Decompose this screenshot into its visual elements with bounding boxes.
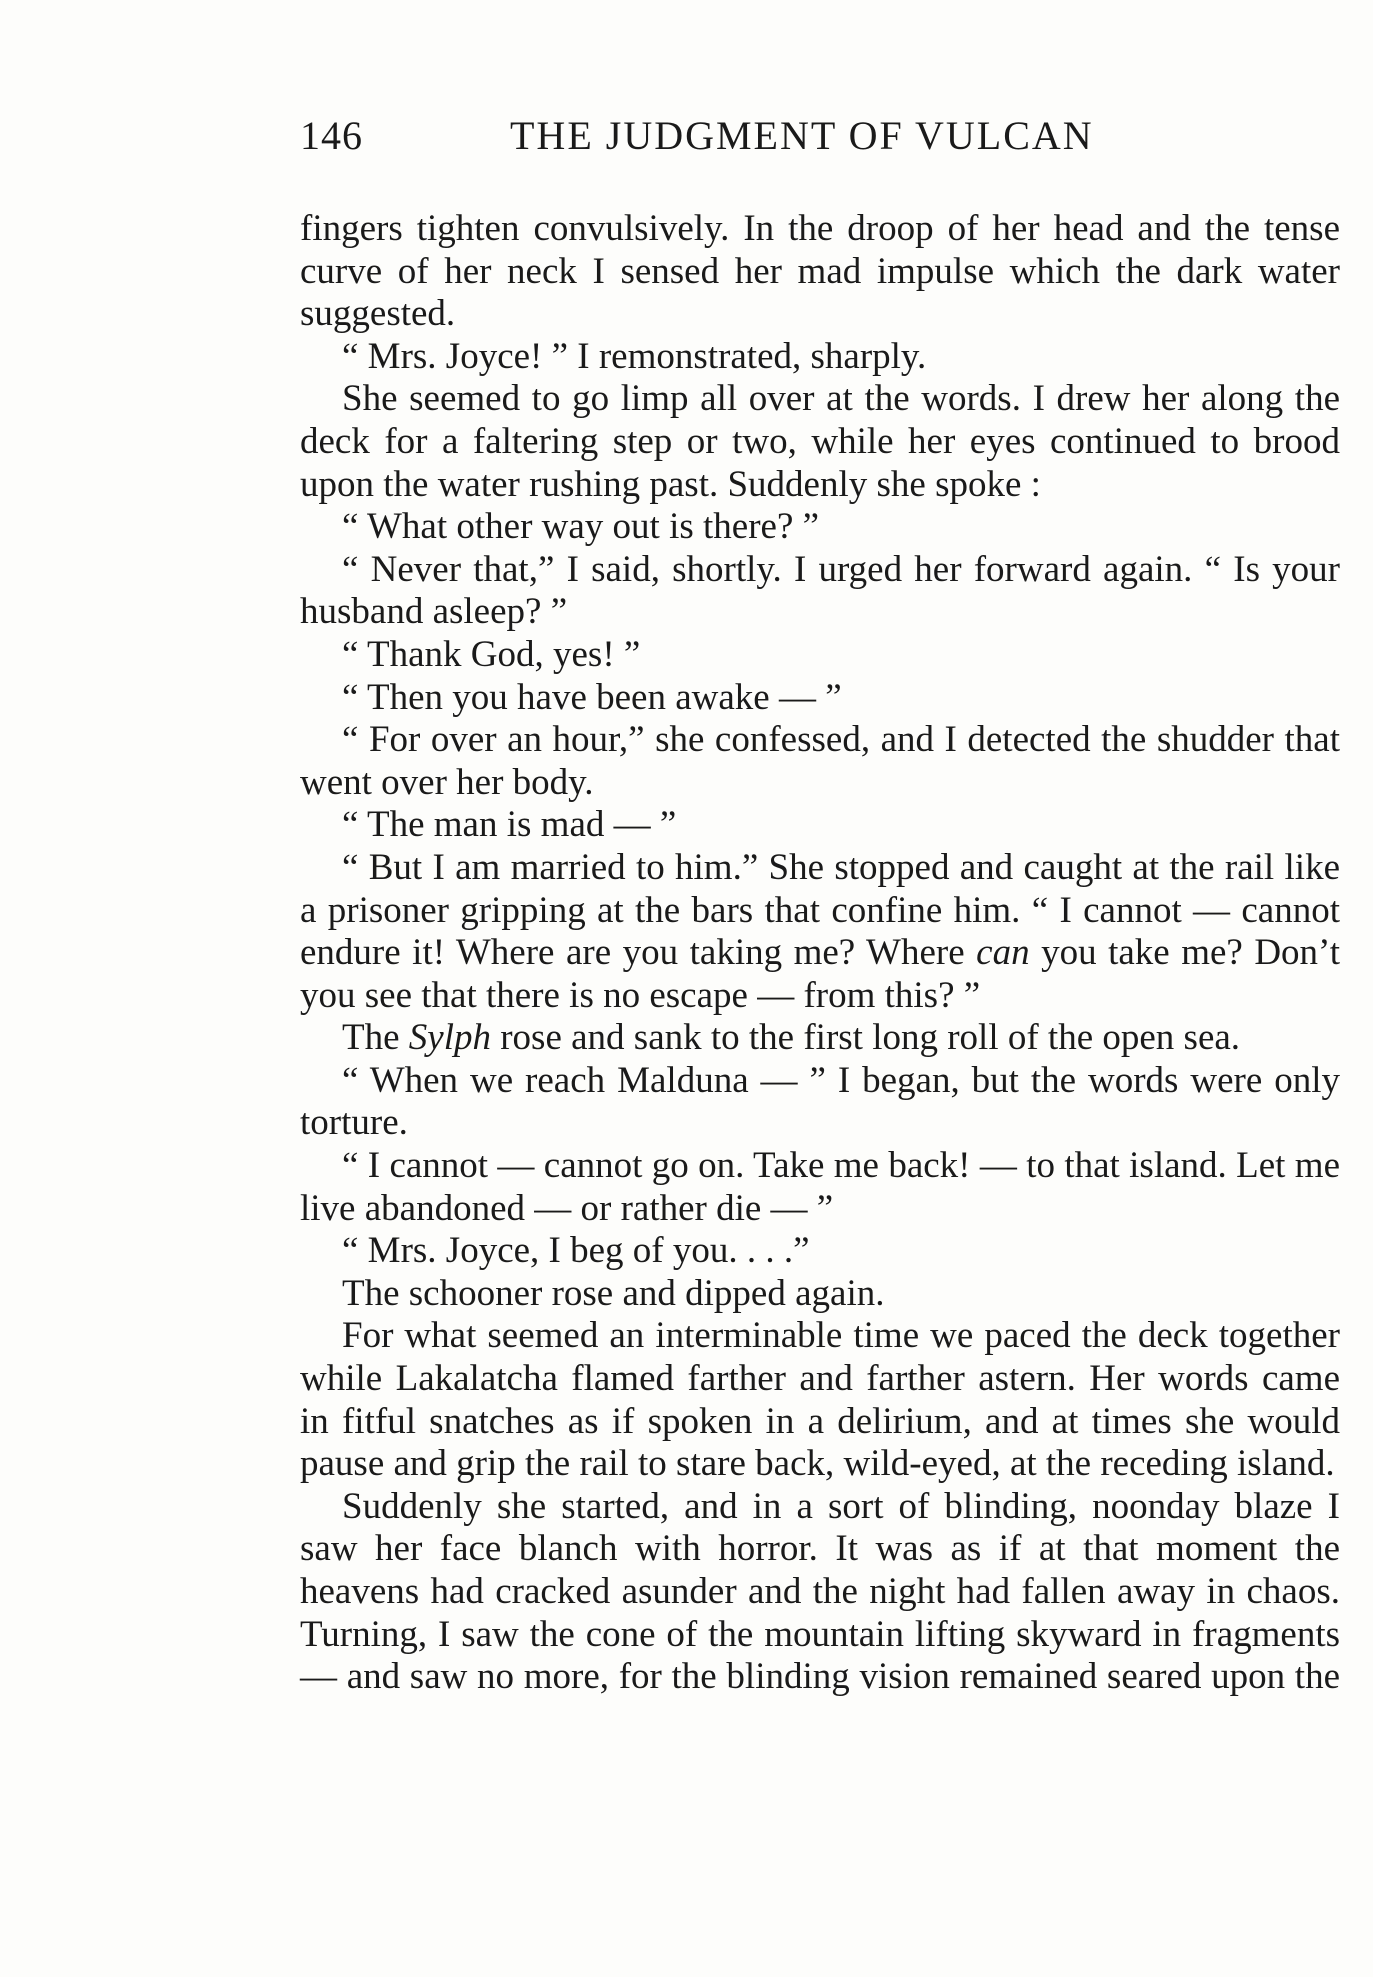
text-segment: For what seemed an interminable time we paced the deck together while Lakalatcha flamed farther and farther astern. Her words came in fitful snatches as if spoken in a delirium, and at times she would pause and grip the rail to stare back, wild-eyed, at the receding island. xyxy=(300,1315,1340,1485)
page-number: 146 xyxy=(300,113,363,158)
paragraph xyxy=(300,1486,1340,1699)
text-segment: “ But I am married to him.” She stopped and caught at the rail like a prisoner gripping at the bars that confine him. “ I cannot — cannot endure it! Where are you taking me? Where xyxy=(300,846,1340,974)
text-segment: you take me? Don’t you see that there is no escape — from this? ” xyxy=(300,932,1340,1016)
text-segment: “ Thank God, yes! ” xyxy=(342,633,641,675)
italic-text: can xyxy=(976,932,1030,974)
paragraph xyxy=(300,1017,1340,1060)
body-text xyxy=(300,208,1340,1699)
paragraph xyxy=(300,1145,1340,1230)
italic-text: Sylph xyxy=(408,1017,491,1059)
text-segment: fingers tighten convulsively. In the droop of her head and the tense curve of her neck I sensed her mad impulse which the dark water suggested. xyxy=(300,208,1340,335)
text-segment: Suddenly she started, and in a sort of blinding, noonday blaze I saw her face blanch with horror. It was as if at that moment the heavens had cracked asunder and the night had fallen away in chaos. Turning, I saw the cone of the mountain lifting skyward in fragments — and saw no more, for the blinding vision remained seared upon the xyxy=(300,1485,1340,1698)
paragraph xyxy=(300,847,1340,1017)
paragraph xyxy=(300,634,1340,677)
page-header xyxy=(300,112,1160,168)
paragraph xyxy=(300,506,1340,549)
running-title: THE JUDGMENT OF VULCAN xyxy=(510,113,1094,158)
paragraph xyxy=(300,208,1340,336)
text-segment: “ I cannot — cannot go on. Take me back! — to that island. Let me live abandoned — or rather die — ” xyxy=(300,1145,1340,1229)
text-segment: “ Never that,” I said, shortly. I urged her forward again. “ Is your husband asleep? ” xyxy=(300,548,1340,633)
text-segment: “ Mrs. Joyce! ” I remonstrated, sharply. xyxy=(342,335,927,377)
text-segment: “ Mrs. Joyce, I beg of you. . . .” xyxy=(342,1230,810,1272)
paragraph xyxy=(300,1315,1340,1485)
text-segment: “ For over an hour,” she confessed, and I detected the shudder that went over her body. xyxy=(300,719,1340,803)
paragraph xyxy=(300,336,1340,379)
text-segment: “ Then you have been awake — ” xyxy=(342,676,842,718)
paragraph xyxy=(300,719,1340,804)
paragraph xyxy=(300,549,1340,634)
paragraph xyxy=(300,804,1340,847)
paragraph xyxy=(300,677,1340,720)
paragraph xyxy=(300,378,1340,506)
text-segment: She seemed to go limp all over at the words. I drew her along the deck for a faltering step or two, while her eyes continued to brood upon the water rushing past. Suddenly she spoke : xyxy=(300,378,1340,505)
text-segment: rose and sank to the first long roll of the open sea. xyxy=(490,1017,1241,1059)
text-segment: “ The man is mad — ” xyxy=(342,804,677,846)
paragraph xyxy=(300,1230,1340,1273)
paragraph xyxy=(300,1060,1340,1145)
text-segment: The schooner rose and dipped again. xyxy=(342,1272,885,1314)
text-segment: The xyxy=(342,1017,409,1059)
text-segment: “ When we reach Malduna — ” I began, but the words were only torture. xyxy=(300,1059,1340,1144)
text-segment: “ What other way out is there? ” xyxy=(342,506,820,548)
paragraph xyxy=(300,1273,1340,1316)
